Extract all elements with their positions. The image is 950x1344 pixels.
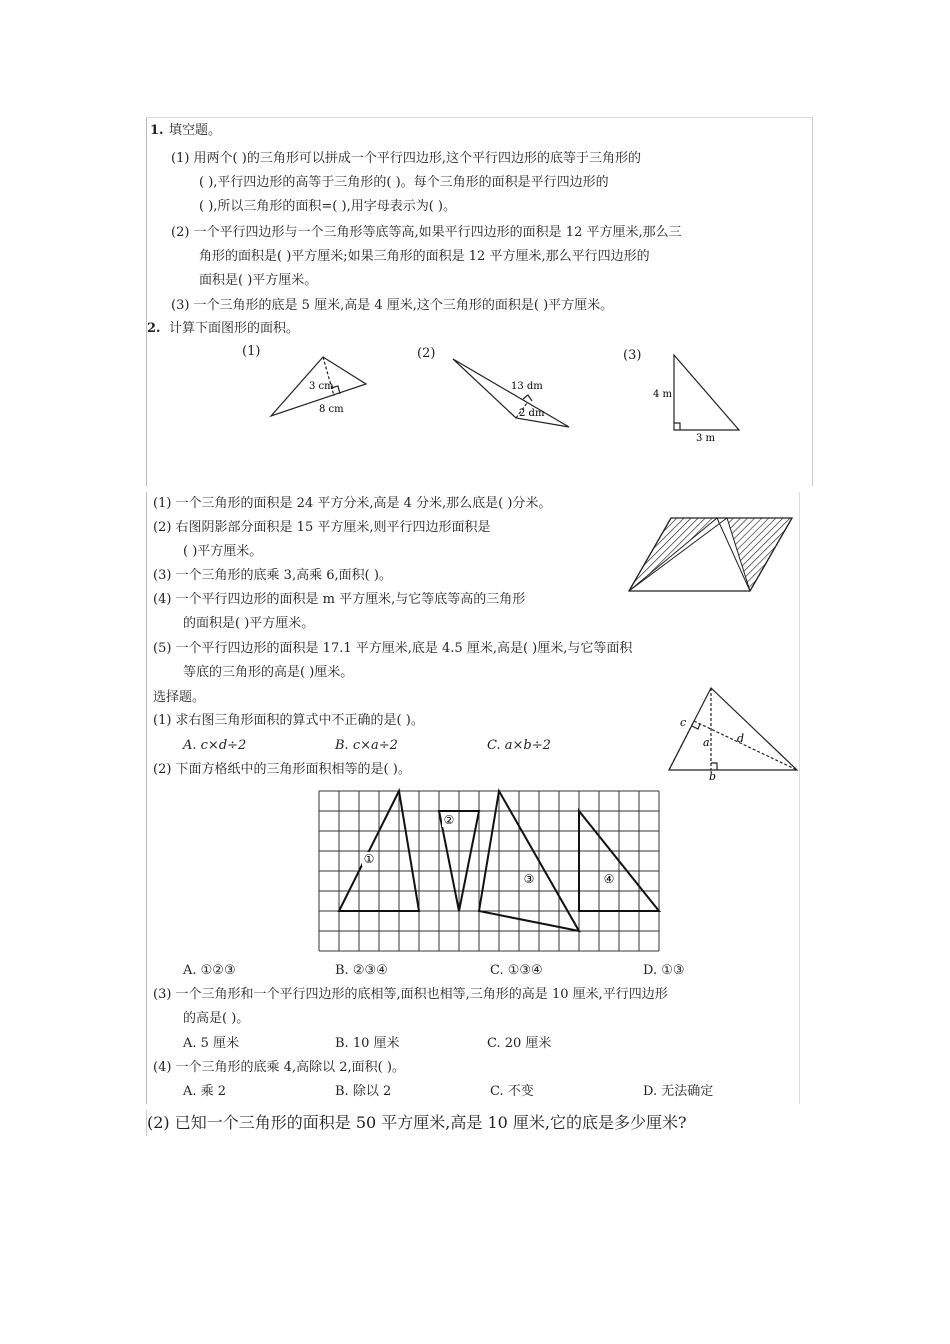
choice-option: A. ①②③ [183,963,236,978]
labeled-triangle [665,684,805,783]
side-label: d [737,732,745,745]
fill-in-section [146,117,813,486]
text-line: ( ),所以三角形的面积=( ),用字母表示为( )。 [199,199,456,214]
choice-option: B. 除以 2 [335,1084,392,1099]
text-line: (1) 求右图三角形面积的算式中不正确的是( )。 [153,713,424,728]
triangle-number-label: ③ [523,872,535,886]
triangle-figure-3 [674,355,739,430]
word-problem-section [146,1110,739,1136]
triangle-number-label: ② [443,813,455,827]
text-line: 的高是( )。 [183,1011,250,1026]
question-title: 计算下面图形的面积。 [169,321,300,336]
choice-option: A. 乘 2 [183,1084,227,1099]
text-line: 等底的三角形的高是( )厘米。 [183,665,354,680]
choice-option: C. 不变 [490,1084,534,1099]
text-line: 角形的面积是( )平方厘米;如果三角形的面积是 12 平方厘米,那么平行四边形的 [199,249,650,264]
side-label: b [709,770,717,783]
choice-option: D. ①③ [643,963,685,978]
grid-triangle-3 [479,791,579,931]
figure-label: (2) [417,346,436,361]
figure-label: (1) [242,344,261,359]
text-line: (2) 下面方格纸中的三角形面积相等的是( )。 [153,762,411,777]
side-label: a [703,736,710,749]
text-line: (5) 一个平行四边形的面积是 17.1 平方厘米,底是 4.5 厘米,高是( )厘米,与它等面积 [153,641,633,656]
text-line: (4) 一个三角形的底乘 4,高除以 2,面积( )。 [153,1060,405,1075]
text-line: (3) 一个三角形和一个平行四边形的底相等,面积也相等,三角形的高是 10 厘米,平行四边形 [153,987,668,1002]
section-title: 选择题。 [153,690,206,705]
text-line: (1) 用两个( )的三角形可以拼成一个平行四边形,这个平行四边形的底等于三角形的 [171,151,641,166]
choice-option: A. 5 厘米 [183,1036,240,1051]
grid-paper [318,790,663,955]
choice-option: D. 无法确定 [643,1084,714,1099]
figure-label: (3) [623,348,642,363]
base-label: 3 m [696,433,716,444]
practice-section [146,492,800,1104]
question-number: 2. [147,321,161,336]
height-label: 2 dm [519,408,545,419]
choice-option: B. ②③④ [335,963,388,978]
base-label: 13 dm [511,381,543,392]
text-line: (4) 一个平行四边形的面积是 m 平方厘米,与它等底等高的三角形 [153,592,526,607]
text-line: 面积是( )平方厘米。 [199,273,318,288]
question-number: 1. [150,123,164,138]
triangle-number-label: ① [363,852,375,866]
height-label: 4 m [653,389,673,400]
base-label: 8 cm [319,404,344,415]
text-line: (3) 一个三角形的底是 5 厘米,高是 4 厘米,这个三角形的面积是( )平方厘米。 [171,298,614,313]
text-line: (2) 一个平行四边形与一个三角形等底等高,如果平行四边形的面积是 12 平方厘米,那么三 [171,225,682,240]
triangle-number-label: ④ [603,872,615,886]
text-line: (3) 一个三角形的底乘 3,高乘 6,面积( )。 [153,568,392,583]
choice-option: C. 20 厘米 [487,1036,552,1051]
text-line: ( ),平行四边形的高等于三角形的( )。每个三角形的面积是平行四边形的 [199,175,609,190]
question-title: 填空题。 [169,123,222,138]
choice-option: C. a×b÷2 [487,738,551,753]
height-label: 3 cm [309,381,334,392]
choice-option: B. c×a÷2 [335,738,398,753]
text-line: (2) 右图阴影部分面积是 15 平方厘米,则平行四边形面积是 [153,520,491,535]
choice-option: A. c×d÷2 [183,738,247,753]
text-line: ( )平方厘米。 [183,544,263,559]
shaded-parallelogram [629,516,799,596]
text-line: (2) 已知一个三角形的面积是 50 平方厘米,高是 10 厘米,它的底是多少厘米? [147,1113,687,1132]
choice-option: B. 10 厘米 [335,1036,400,1051]
area-figures [147,118,812,486]
text-line: (1) 一个三角形的面积是 24 平方分米,高是 4 分米,那么底是( )分米。 [153,496,552,511]
side-label: c [680,716,687,729]
choice-option: C. ①③④ [490,963,543,978]
text-line: 的面积是( )平方厘米。 [183,616,315,631]
triangle-figure-2 [453,359,569,427]
